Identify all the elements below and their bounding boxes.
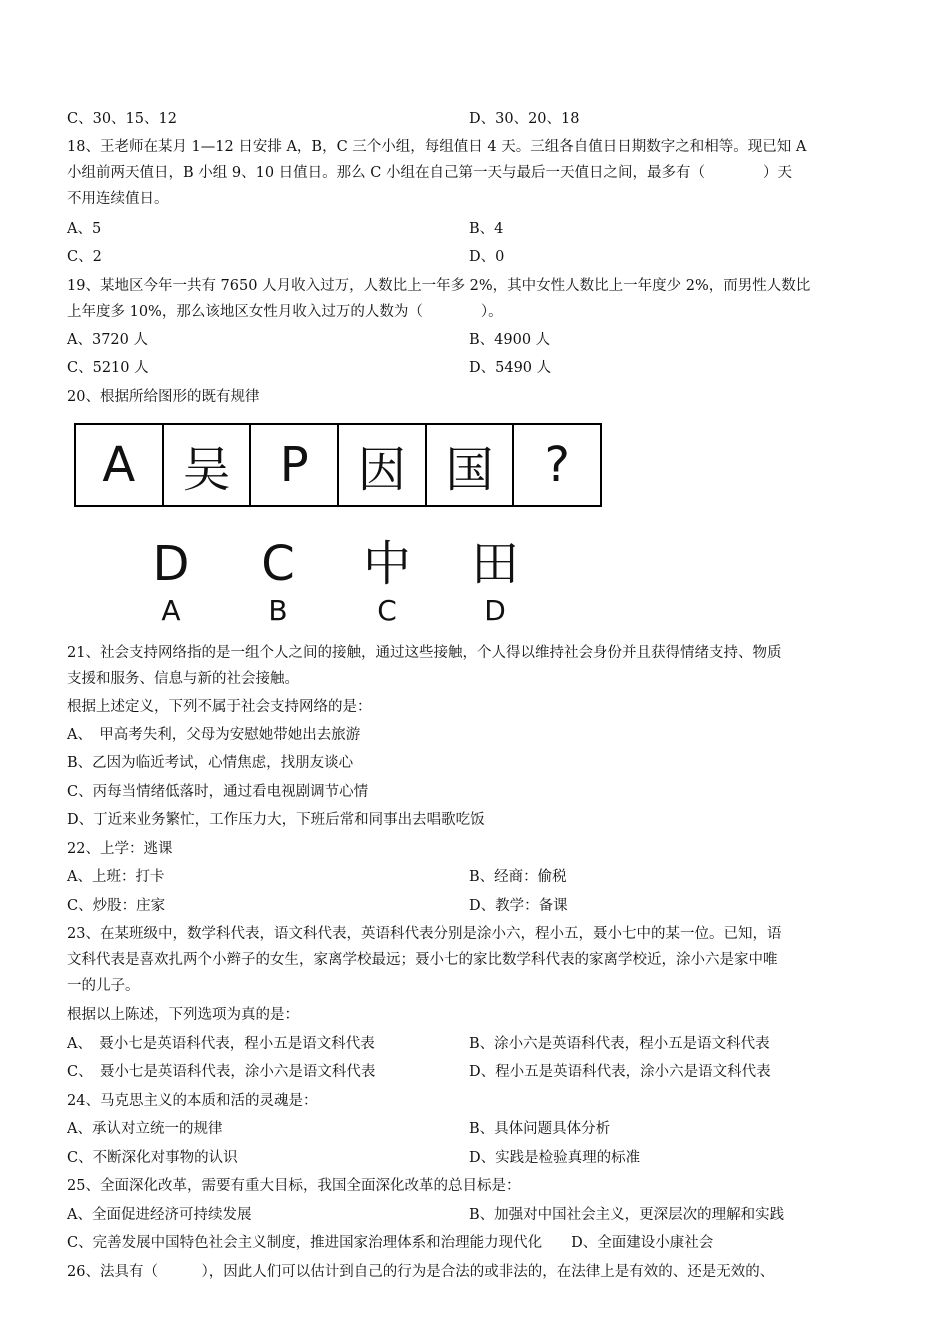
q18-stem-line-1: 18、王老师在某月 1—12 日安排 A，B，C 三个小组，每组值日 4 天。三组各自值日日期数字之和相等。现已知 A — [67, 139, 807, 155]
q18-stem-line-3: 不用连续值日。 — [67, 191, 169, 207]
q26-stem: 26、法具有（ ），因此人们可以估计到自己的行为是合法的或非法的，在法律上是有效的、还是无效的、 — [67, 1264, 775, 1280]
q19-option-a: A、3720 人 — [67, 332, 148, 348]
q21-option-b: B、乙因为临近考试，心情焦虑，找朋友谈心 — [67, 755, 354, 771]
q24-option-c: C、不断深化对事物的认识 — [67, 1150, 238, 1166]
q21-option-d: D、丁近来业务繁忙，工作压力大，下班后常和同事出去唱歌吃饭 — [67, 812, 485, 828]
q22-stem: 22、上学：逃课 — [67, 841, 173, 857]
q23-option-b: B、涂小六是英语科代表，程小五是语文科代表 — [469, 1036, 770, 1052]
q21-stem-line-3: 根据上述定义，下列不属于社会支持网络的是： — [67, 699, 372, 715]
option-symbol: D — [152, 536, 190, 592]
sequence-cell: A — [76, 425, 164, 505]
q23-option-d: D、程小五是英语科代表，涂小六是语文科代表 — [469, 1064, 771, 1080]
q20-option-b — [238, 534, 318, 628]
q22-option-a: A、上班：打卡 — [67, 869, 165, 885]
q23-stem-line-4: 根据以上陈述，下列选项为真的是： — [67, 1007, 299, 1023]
q23-stem-line-3: 一的儿子。 — [67, 978, 140, 994]
q25-stem: 25、全面深化改革，需要有重大目标，我国全面深化改革的总目标是： — [67, 1178, 521, 1194]
option-symbol: C — [261, 536, 295, 592]
sequence-cell: 国 — [427, 425, 515, 505]
q18-stem-line-2: 小组前两天值日，B 小组 9、10 日值日。那么 C 小组在自己第一天与最后一天值日之间，最多有（ ）天 — [67, 165, 792, 181]
q22-option-d: D、教学：备课 — [469, 898, 568, 914]
q20-option-d — [455, 534, 535, 628]
q21-option-a: A、 甲高考失利，父母为安慰她带她出去旅游 — [67, 727, 361, 743]
q23-stem-line-1: 23、在某班级中，数学科代表，语文科代表，英语科代表分别是涂小六，程小五，聂小七中的某一位。已知，语 — [67, 926, 782, 942]
q24-option-d: D、实践是检验真理的标准 — [469, 1150, 641, 1166]
q21-stem-line-1: 21、社会支持网络指的是一组个人之间的接触，通过这些接触，个人得以维持社会身份并且获得情绪支持、物质 — [67, 645, 782, 661]
q22-option-b: B、经商：偷税 — [469, 869, 567, 885]
q20-option-c — [347, 534, 427, 628]
q21-option-c: C、丙每当情绪低落时，通过看电视剧调节心情 — [67, 784, 369, 800]
q20-stem: 20、根据所给图形的既有规律 — [67, 389, 260, 405]
q21-stem-line-2: 支援和服务、信息与新的社会接触。 — [67, 671, 299, 687]
q18-option-b: B、4 — [469, 221, 504, 237]
q17-option-c: C、30、15、12 — [67, 111, 177, 127]
q22-option-c: C、炒股：庄家 — [67, 898, 166, 914]
sequence-cell: P — [251, 425, 339, 505]
q24-option-a: A、承认对立统一的规律 — [67, 1121, 223, 1137]
q20-option-a — [131, 534, 211, 628]
option-label: B — [268, 594, 288, 627]
q24-option-b: B、具体问题具体分析 — [469, 1121, 611, 1137]
sequence-cell-question: ? — [544, 437, 570, 493]
q19-stem-line-1: 19、某地区今年一共有 7650 人月收入过万，人数比上一年多 2%，其中女性人数比上一年度少 2%，而男性人数比 — [67, 278, 811, 294]
option-symbol: 田 — [470, 536, 519, 592]
option-label: D — [484, 594, 506, 627]
q19-option-d: D、5490 人 — [469, 360, 552, 376]
sequence-cell: 吴 — [164, 425, 252, 505]
q23-option-c: C、 聂小七是英语科代表，涂小六是语文科代表 — [67, 1064, 376, 1080]
sequence-cell: 因 — [339, 425, 427, 505]
q19-option-c: C、5210 人 — [67, 360, 149, 376]
q25-option-c-d: C、完善发展中国特色社会主义制度，推进国家治理体系和治理能力现代化 D、全面建设小康社会 — [67, 1235, 714, 1251]
q20-figure-sequence — [74, 423, 602, 507]
q23-stem-line-2: 文科代表是喜欢扎两个小辫子的女生，家离学校最远；聂小七的家比数学科代表的家离学校近，涂小六是家中唯 — [67, 952, 778, 968]
q18-option-c: C、2 — [67, 249, 102, 265]
option-label: C — [377, 594, 397, 627]
q25-option-a: A、全面促进经济可持续发展 — [67, 1207, 252, 1223]
option-label: A — [161, 594, 181, 627]
q18-option-d: D、0 — [469, 249, 505, 265]
option-symbol: 中 — [362, 536, 411, 592]
q19-option-b: B、4900 人 — [469, 332, 551, 348]
q18-option-a: A、5 — [67, 221, 102, 237]
q19-stem-line-2: 上年度多 10%，那么该地区女性月收入过万的人数为（ ）。 — [67, 304, 503, 320]
q17-option-d: D、30、20、18 — [469, 111, 580, 127]
q24-stem: 24、马克思主义的本质和活的灵魂是： — [67, 1093, 318, 1109]
q23-option-a: A、 聂小七是英语科代表，程小五是语文科代表 — [67, 1036, 375, 1052]
q25-option-b: B、加强对中国社会主义，更深层次的理解和实践 — [469, 1207, 785, 1223]
